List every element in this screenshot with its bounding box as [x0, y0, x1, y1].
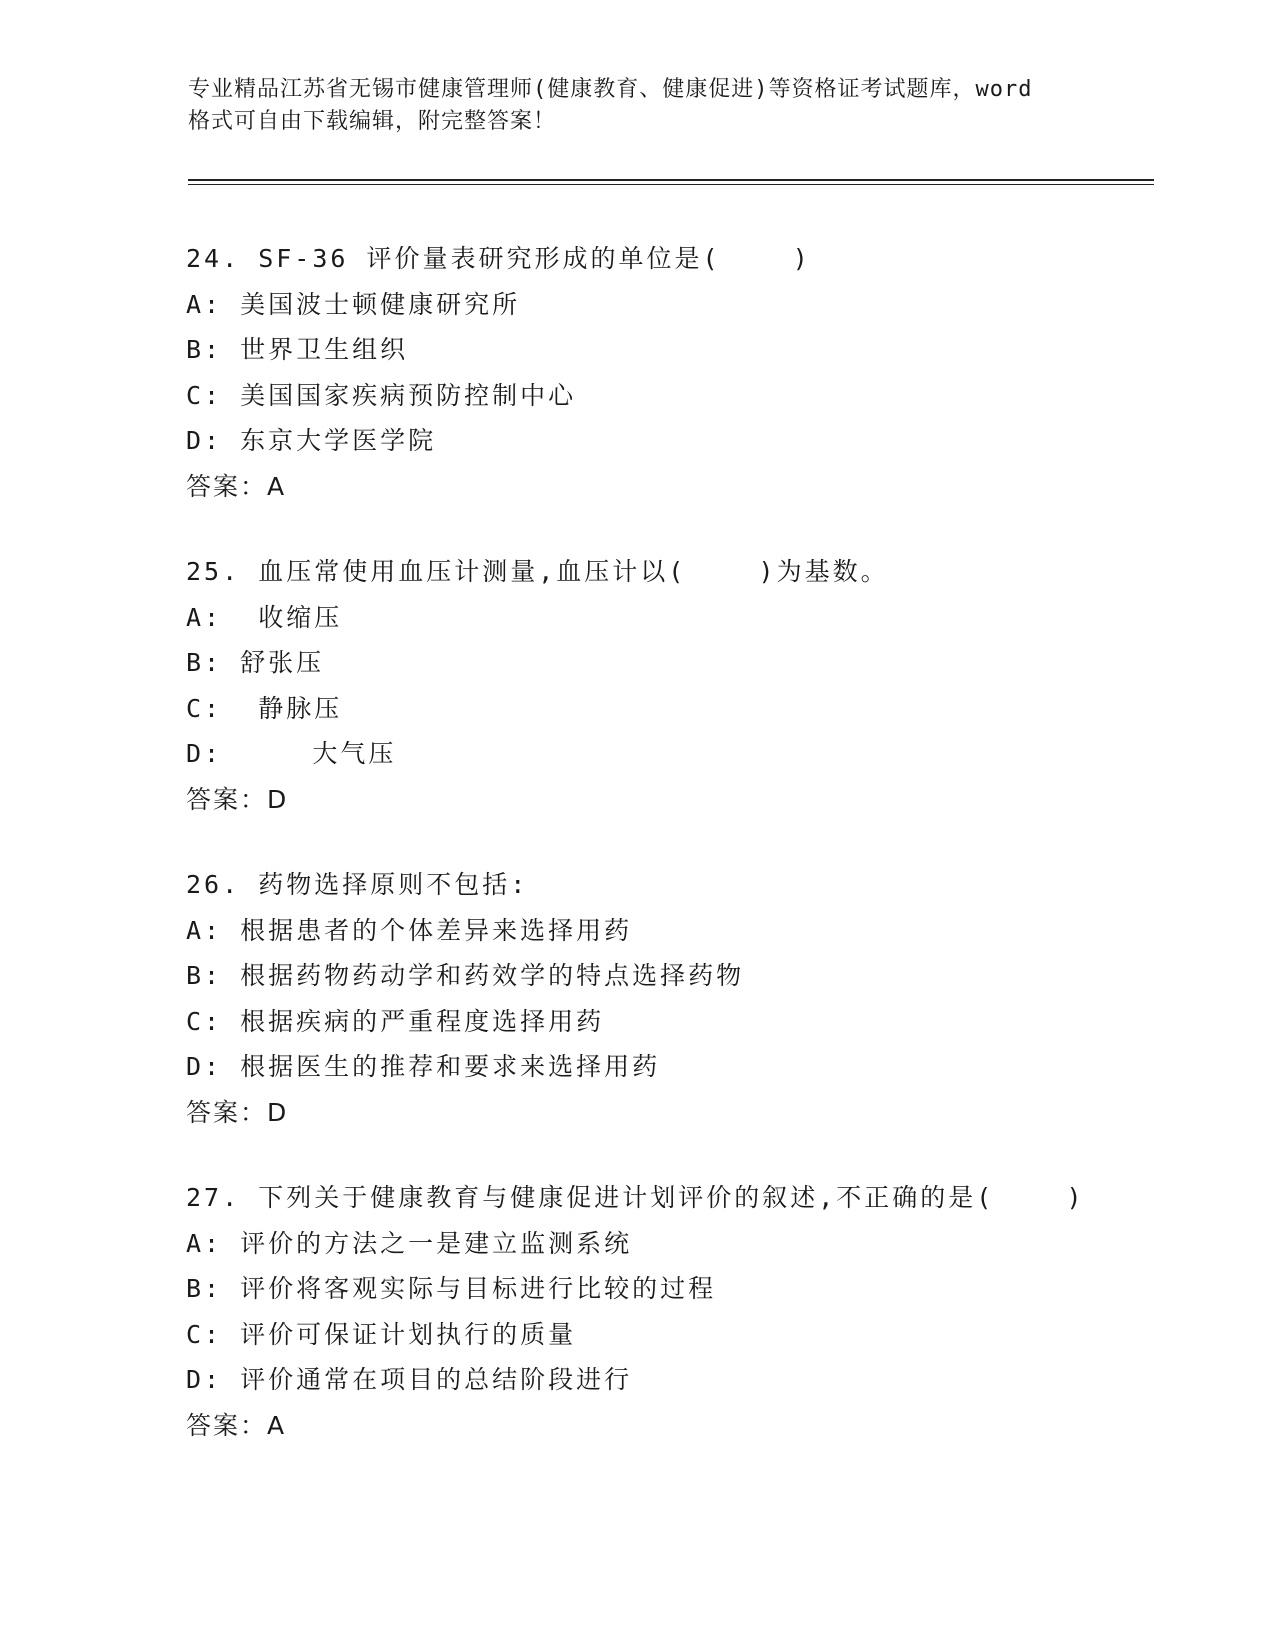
answer: 答案：A	[186, 471, 287, 501]
answer: 答案：D	[186, 784, 289, 814]
header-line-1: 专业精品江苏省无锡市健康管理师(健康教育、健康促进)等资格证考试题库，word	[188, 77, 1033, 102]
option-d: D: 东京大学医学院	[186, 426, 437, 455]
header-divider-thick	[188, 179, 1154, 181]
header-line-2: 格式可自由下载编辑，附完整答案！	[188, 109, 557, 134]
option-d: D: 根据医生的推荐和要求来选择用药	[186, 1052, 661, 1081]
option-b: B: 世界卫生组织	[186, 335, 409, 364]
option-b: B: 根据药物药动学和药效学的特点选择药物	[186, 961, 745, 990]
answer: 答案：A	[186, 1410, 287, 1440]
option-a: A: 收缩压	[186, 602, 343, 632]
option-b: B: 舒张压	[186, 648, 325, 677]
header-divider-thin	[188, 184, 1154, 185]
option-d: D: 大气压	[186, 739, 397, 768]
question-list	[186, 236, 1186, 1488]
option-a: A: 美国波士顿健康研究所	[186, 289, 521, 319]
answer: 答案：D	[186, 1097, 289, 1127]
question-stem: 27. 下列关于健康教育与健康促进计划评价的叙述,不正确的是( )	[186, 1183, 1085, 1212]
option-a: A: 根据患者的个体差异来选择用药	[186, 915, 633, 945]
question-24	[186, 236, 1186, 509]
question-stem: 25. 血压常使用血压计测量,血压计以( )为基数。	[186, 557, 889, 586]
option-b: B: 评价将客观实际与目标进行比较的过程	[186, 1274, 717, 1303]
option-c: C: 静脉压	[186, 693, 343, 723]
question-stem: 24. SF-36 评价量表研究形成的单位是( )	[186, 244, 811, 273]
option-c: C: 评价可保证计划执行的质量	[186, 1319, 577, 1349]
option-c: C: 根据疾病的严重程度选择用药	[186, 1006, 605, 1036]
question-stem: 26. 药物选择原则不包括:	[186, 870, 529, 899]
option-a: A: 评价的方法之一是建立监测系统	[186, 1228, 633, 1258]
question-27	[186, 1175, 1186, 1448]
question-25	[186, 549, 1186, 822]
option-c: C: 美国国家疾病预防控制中心	[186, 380, 577, 410]
question-26	[186, 862, 1186, 1135]
option-d: D: 评价通常在项目的总结阶段进行	[186, 1365, 633, 1394]
document-header	[188, 74, 1088, 138]
